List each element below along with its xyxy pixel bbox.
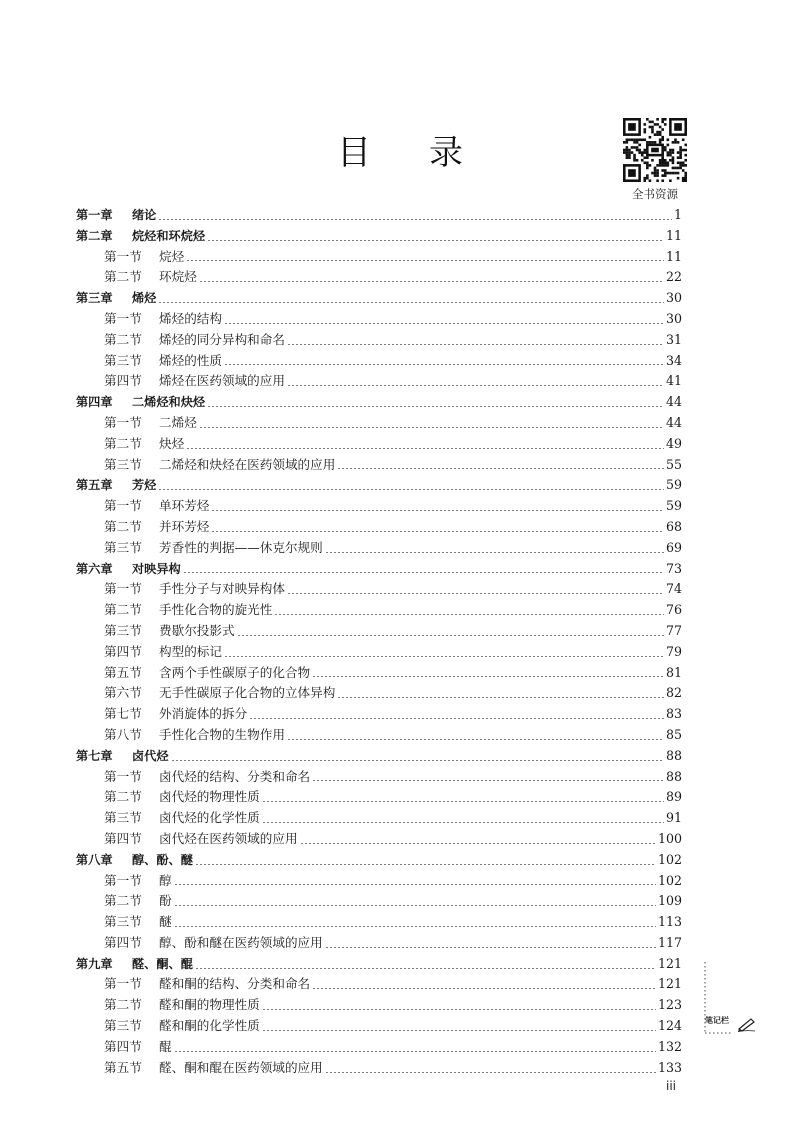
toc-entry-number: 第二节 [104,997,142,1013]
toc-section-row[interactable] [76,704,682,725]
notes-label: 笔记栏 [705,1015,729,1025]
toc-page-number: 34 [665,352,682,368]
toc-entry-title: 醚 [159,914,172,930]
toc-chapter-row[interactable] [76,205,682,226]
toc-section-row[interactable] [76,663,682,684]
toc-section-row[interactable] [76,912,682,933]
toc-dot-leader [312,988,656,989]
toc-dot-leader [199,281,664,282]
toc-entry-number: 第一节 [104,768,142,784]
toc-page-number: 76 [665,602,682,618]
toc-entry-number: 第一章 [76,208,113,222]
toc-dot-leader [186,260,664,261]
toc-entry-title: 芳烃 [132,478,157,493]
toc-dot-leader [183,572,664,573]
toc-dot-leader [158,489,664,490]
toc-entry-title: 卤代烃的化学性质 [159,810,260,826]
toc-dot-leader [287,344,664,345]
toc-entry-title: 醛和酮的结构、分类和命名 [159,976,311,992]
toc-page-number: 74 [665,581,682,597]
page-title: 目录 [337,133,521,173]
toc-entry-title: 外消旋体的拆分 [159,706,248,722]
toc-dot-leader [199,427,664,428]
qr-code-icon[interactable] [623,118,687,182]
toc-dot-leader [171,760,664,761]
toc-entry-title: 绪论 [132,208,157,222]
toc-entry-number: 第四节 [104,643,142,659]
qr-block [622,118,688,201]
toc-entry-number: 第九章 [76,956,113,971]
toc-entry-title: 醇、酚、醚 [132,852,193,867]
toc-entry-title: 酚 [159,893,172,909]
toc-entry-title: 醇、酚和醚在医药领域的应用 [159,934,323,950]
toc-entry-number: 第三节 [104,810,142,826]
toc-entry-number: 第三节 [104,539,142,555]
toc-entry-title: 二烯烃 [159,414,197,430]
toc-section-row[interactable] [76,642,682,663]
toc-entry-number: 第四节 [104,373,142,389]
toc-dot-leader [174,905,656,906]
toc-dot-leader [195,864,656,865]
toc-page-number: 102 [657,872,682,888]
notes-column-marker [703,962,759,1040]
toc-entry-number: 第三节 [104,622,142,638]
toc-entry-number: 第七章 [76,748,113,763]
toc-page-number: 41 [665,373,682,389]
toc-entry-number: 第四章 [76,395,113,410]
toc-section-row[interactable] [76,517,682,538]
toc-page-number: 31 [665,331,682,347]
toc-page-number: 55 [665,456,682,472]
toc-section-row[interactable] [76,538,682,559]
toc-entry-title: 卤代烃 [132,748,169,763]
toc-chapter-row[interactable] [76,288,682,309]
toc-dot-leader [224,364,664,365]
toc-section-row[interactable] [76,496,682,517]
toc-section-row[interactable] [76,1037,682,1058]
toc-dot-leader [312,780,664,781]
table-of-contents [76,205,682,1078]
toc-section-row[interactable] [76,579,682,600]
toc-dot-leader [174,926,656,927]
toc-entry-number: 第五章 [76,478,113,493]
toc-entry-number: 第二节 [104,331,142,347]
toc-section-row[interactable] [76,413,682,434]
toc-entry-title: 炔烃 [159,435,185,451]
toc-section-row[interactable] [76,267,682,288]
toc-section-row[interactable] [76,808,682,829]
toc-entry-number: 第三节 [104,456,142,472]
toc-entry-title: 烯烃 [132,291,157,306]
toc-entry-number: 第七节 [104,706,142,722]
toc-dot-leader [237,635,664,636]
toc-chapter-row[interactable] [76,746,682,767]
qr-caption: 全书资源 [632,187,678,201]
toc-entry-title: 并环芳烃 [159,518,210,534]
toc-entry-number: 第一节 [104,498,142,514]
toc-entry-title: 芳香性的判据——休克尔规则 [159,539,323,555]
toc-entry-title: 烷烃 [159,248,185,264]
toc-dot-leader [158,302,664,303]
toc-dot-leader [337,697,664,698]
toc-dot-leader [300,843,656,844]
toc-chapter-row[interactable] [76,954,682,975]
toc-dot-leader [287,739,664,740]
toc-page-number: 69 [665,539,682,555]
toc-section-row[interactable] [76,351,682,372]
toc-dot-leader [274,614,664,615]
toc-entry-title: 烯烃的性质 [159,352,222,368]
toc-dot-leader [287,593,664,594]
toc-entry-title: 手性分子与对映异构体 [159,581,285,597]
toc-page-number: 81 [665,664,682,680]
toc-section-row[interactable] [76,683,682,704]
toc-page-number: 11 [665,248,682,264]
toc-entry-title: 烯烃在医药领域的应用 [159,373,285,389]
toc-section-row[interactable] [76,455,682,476]
toc-entry-title: 含两个手性碳原子的化合物 [159,664,311,680]
toc-page-number: 73 [665,560,682,576]
toc-page-number: 83 [665,706,682,722]
toc-entry-number: 第三节 [104,352,142,368]
toc-page-number: 49 [665,435,682,451]
toc-entry-number: 第四节 [104,1038,142,1054]
toc-page-number: 109 [657,893,682,909]
toc-section-row[interactable] [76,1016,682,1037]
toc-page-number: 1 [673,207,682,222]
toc-entry-number: 第一节 [104,248,142,264]
toc-entry-number: 第一节 [104,310,142,326]
toc-page-number: 117 [657,934,682,950]
toc-section-row[interactable] [76,933,682,954]
toc-entry-number: 第一节 [104,976,142,992]
toc-entry-title: 二烯烃和炔烃在医药领域的应用 [159,456,336,472]
toc-dot-leader [287,385,664,386]
toc-dot-leader [186,448,664,449]
toc-dot-leader [262,801,664,802]
toc-section-row[interactable] [76,767,682,788]
toc-section-row[interactable] [76,974,682,995]
toc-dot-leader [262,1030,656,1031]
toc-entry-number: 第四节 [104,934,142,950]
toc-page-number: 113 [657,914,682,930]
toc-entry-number: 第五节 [104,664,142,680]
toc-entry-title: 烯烃的结构 [159,310,222,326]
toc-dot-leader [249,718,664,719]
toc-section-row[interactable] [76,330,682,351]
toc-page-number: 123 [657,997,682,1013]
toc-page-number: 102 [657,851,682,867]
toc-dot-leader [207,240,664,241]
toc-entry-title: 卤代烃的物理性质 [159,789,260,805]
toc-entry-number: 第二节 [104,269,142,285]
toc-page-number: 11 [665,227,682,243]
toc-section-row[interactable] [76,434,682,455]
toc-dot-leader [207,406,664,407]
toc-dot-leader [262,1009,656,1010]
toc-dot-leader [325,947,656,948]
toc-page-number: 44 [665,394,682,410]
toc-chapter-row[interactable] [76,559,682,580]
toc-dot-leader [224,656,664,657]
toc-page-number: 132 [657,1038,682,1054]
toc-section-row[interactable] [76,829,682,850]
toc-section-row[interactable] [76,600,682,621]
toc-section-row[interactable] [76,1058,682,1079]
toc-chapter-row[interactable] [76,850,682,871]
pencil-icon [737,1016,757,1032]
toc-entry-title: 无手性碳原子化合物的立体异构 [159,685,336,701]
toc-section-row[interactable] [76,891,682,912]
toc-page-number: 68 [665,518,682,534]
toc-entry-number: 第一节 [104,414,142,430]
toc-entry-title: 构型的标记 [159,643,222,659]
toc-entry-number: 第一节 [104,872,142,888]
toc-entry-number: 第三节 [104,1018,142,1034]
toc-entry-title: 手性化合物的旋光性 [159,602,273,618]
toc-dot-leader [224,323,664,324]
toc-entry-number: 第二节 [104,789,142,805]
toc-section-row[interactable] [76,787,682,808]
toc-dot-leader [158,219,672,220]
toc-page-number: 77 [665,622,682,638]
toc-page-number: 30 [665,290,682,306]
toc-section-row[interactable] [76,621,682,642]
toc-dot-leader [174,1051,656,1052]
toc-chapter-row[interactable] [76,226,682,247]
toc-entry-title: 烷烃和环烷烃 [132,228,206,243]
toc-entry-number: 第五节 [104,1059,142,1075]
toc-page-number: 22 [665,269,682,285]
toc-entry-number: 第六节 [104,685,142,701]
toc-entry-title: 醌 [159,1038,172,1054]
toc-page-number: 124 [657,1018,682,1034]
toc-dot-leader [325,552,664,553]
toc-dot-leader [325,1072,656,1073]
toc-page-number: 100 [657,830,682,846]
toc-entry-title: 醛和酮的物理性质 [159,997,260,1013]
toc-entry-title: 醛、酮和醌在医药领域的应用 [159,1059,323,1075]
toc-page-number: 59 [665,477,682,493]
toc-entry-title: 醇 [159,872,172,888]
toc-page-number: 59 [665,498,682,514]
toc-page-number: 44 [665,414,682,430]
toc-page-number: 121 [657,955,682,971]
toc-entry-title: 环烷烃 [159,269,197,285]
toc-chapter-row[interactable] [76,475,682,496]
toc-section-row[interactable] [76,995,682,1016]
toc-dot-leader [312,676,664,677]
toc-page-number: 91 [665,810,682,826]
toc-dot-leader [262,822,664,823]
toc-chapter-row[interactable] [76,392,682,413]
toc-section-row[interactable] [76,247,682,268]
toc-entry-title: 费歇尔投影式 [159,622,235,638]
toc-entry-title: 二烯烃和炔烃 [132,395,206,410]
toc-dot-leader [211,531,664,532]
toc-entry-number: 第二节 [104,435,142,451]
toc-section-row[interactable] [76,309,682,330]
toc-entry-title: 单环芳烃 [159,498,210,514]
toc-entry-title: 卤代烃的结构、分类和命名 [159,768,311,784]
toc-entry-title: 烯烃的同分异构和命名 [159,331,285,347]
toc-entry-title: 醛和酮的化学性质 [159,1018,260,1034]
toc-entry-number: 第四节 [104,830,142,846]
toc-entry-title: 手性化合物的生物作用 [159,726,285,742]
toc-page-number: 133 [657,1059,682,1075]
toc-dot-leader [195,968,656,969]
toc-entry-number: 第八章 [76,852,113,867]
toc-entry-number: 第八节 [104,726,142,742]
toc-entry-number: 第二节 [104,518,142,534]
toc-entry-title: 卤代烃在医药领域的应用 [159,830,298,846]
toc-page-number: 88 [665,747,682,763]
toc-entry-title: 对映异构 [132,561,181,576]
toc-page-number: 79 [665,643,682,659]
toc-page-number: 82 [665,685,682,701]
toc-entry-number: 第二节 [104,602,142,618]
toc-page-number: 121 [657,976,682,992]
toc-page-number: 30 [665,310,682,326]
toc-dot-leader [211,510,664,511]
toc-entry-number: 第三节 [104,914,142,930]
toc-entry-title: 醛、酮、醌 [132,956,193,971]
toc-page-number: 89 [665,789,682,805]
toc-section-row[interactable] [76,371,682,392]
toc-dot-leader [337,468,664,469]
toc-page-number: 85 [665,726,682,742]
toc-entry-number: 第六章 [76,561,113,576]
toc-dot-leader [174,884,656,885]
page-number: iii [666,1079,677,1093]
toc-section-row[interactable] [76,871,682,892]
toc-entry-number: 第一节 [104,581,142,597]
toc-entry-number: 第三章 [76,291,113,306]
toc-entry-number: 第二节 [104,893,142,909]
toc-section-row[interactable] [76,725,682,746]
toc-entry-number: 第二章 [76,228,113,243]
toc-page-number: 88 [665,768,682,784]
